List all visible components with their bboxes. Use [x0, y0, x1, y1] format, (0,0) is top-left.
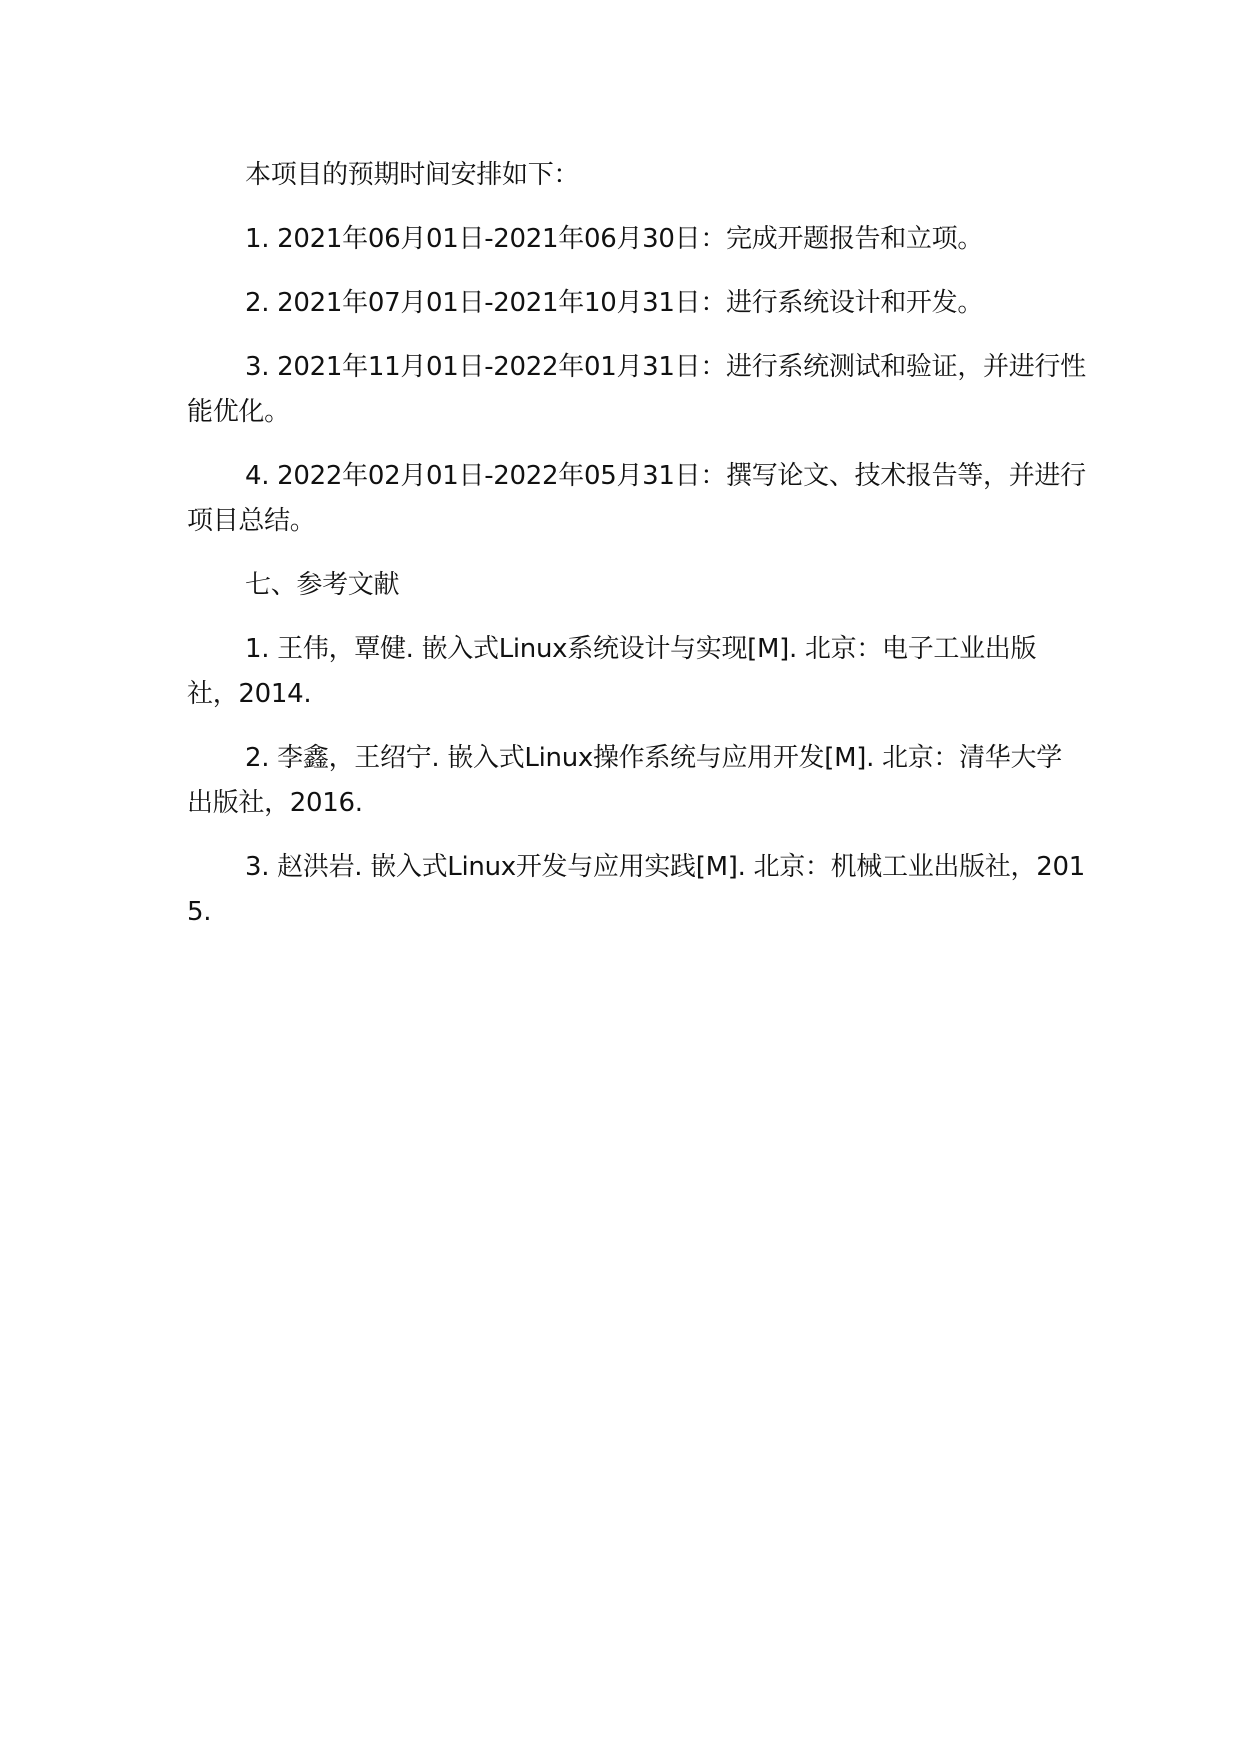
reference-item: 1. 王伟，覃健. 嵌入式Linux系统设计与实现[M]. 北京：电子工业出版社，2014.: [187, 634, 1037, 709]
schedule-item: 3. 2021年11月01日-2022年01月31日：进行系统测试和验证，并进行性能优化。: [187, 352, 1086, 427]
schedule-intro: 本项目的预期时间安排如下：: [245, 160, 580, 190]
references-heading: 七、参考文献: [245, 570, 400, 600]
schedule-item: 2. 2021年07月01日-2021年10月31日：进行系统设计和开发。: [245, 288, 984, 318]
schedule-item: 1. 2021年06月01日-2021年06月30日：完成开题报告和立项。: [245, 224, 984, 254]
reference-item: 3. 赵洪岩. 嵌入式Linux开发与应用实践[M]. 北京：机械工业出版社，2015.: [187, 852, 1085, 927]
reference-item: 2. 李鑫，王绍宁. 嵌入式Linux操作系统与应用开发[M]. 北京：清华大学出版社，2016.: [187, 743, 1062, 818]
document-body: [187, 153, 1087, 954]
schedule-item: 4. 2022年02月01日-2022年05月31日：撰写论文、技术报告等，并进行项目总结。: [187, 461, 1086, 536]
